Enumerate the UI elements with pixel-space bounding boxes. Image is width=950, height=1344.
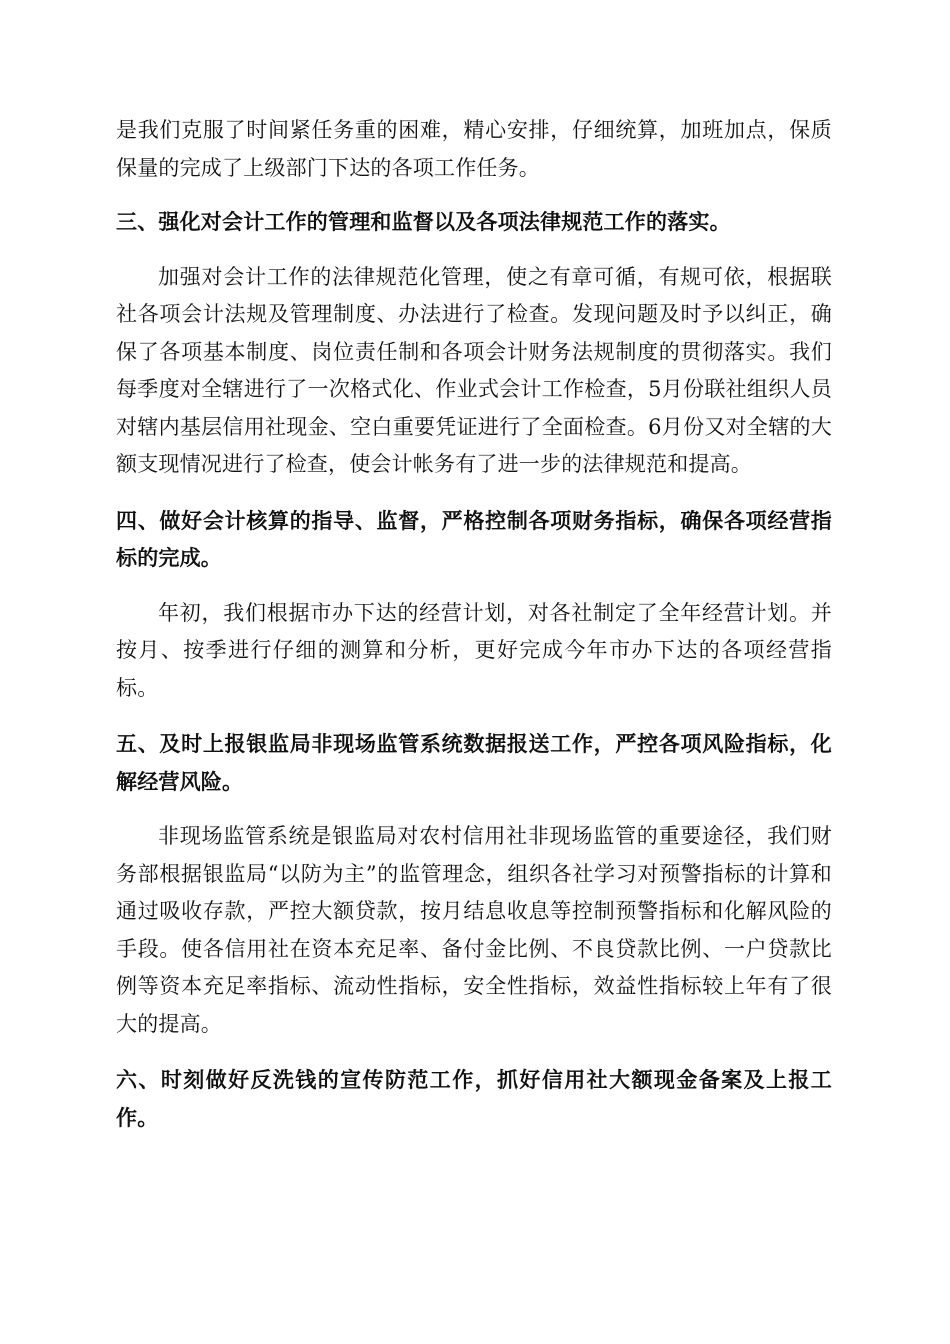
section-heading-6: 六、时刻做好反洗钱的宣传防范工作，抓好信用社大额现金备案及上报工作。 [116,1068,832,1130]
section-heading-5: 五、及时上报银监局非现场监管系统数据报送工作，严控各项风险指标，化解经营风险。 [116,732,832,794]
paragraph-continuation: 是我们克服了时间紧任务重的困难，精心安排，仔细统算，加班加点，保质保量的完成了上级部门下达的各项工作任务。 [116,118,832,180]
section-4-paragraph: 年初，我们根据市办下达的经营计划，对各社制定了全年经营计划。并按月、按季进行仔细的测算和分析，更好完成今年市办下达的各项经营指标。 [116,600,832,700]
section-3-paragraph: 加强对会计工作的法律规范化管理，使之有章可循，有规可依，根据联社各项会计法规及管理制度、办法进行了检查。发现问题及时予以纠正，确保了各项基本制度、岗位责任制和各项会计财务法规制度的贯彻落实。我们每季度对全辖进行了一次格式化、作业式会计工作检查，5月份联社组织人员对辖内基层信用社现金、空白重要凭证进行了全面检查。6月份又对全辖的大额支现情况进行了检查，使会计帐务有了进一步的法律规范和提高。 [116,264,832,476]
section-5-paragraph: 非现场监管系统是银监局对农村信用社非现场监管的重要途径，我们财务部根据银监局“以防为主”的监管理念，组织各社学习对预警指标的计算和通过吸收存款，严控大额贷款，按月结息收息等控制预警指标和化解风险的手段。使各信用社在资本充足率、备付金比例、不良贷款比例、一户贷款比例等资本充足率指标、流动性指标，安全性指标，效益性指标较上年有了很大的提高。 [116,824,832,1036]
section-heading-4: 四、做好会计核算的指导、监督，严格控制各项财务指标，确保各项经营指标的完成。 [116,508,832,570]
document-page [116,112,832,1137]
section-heading-3: 三、强化对会计工作的管理和监督以及各项法律规范工作的落实。 [116,210,731,234]
